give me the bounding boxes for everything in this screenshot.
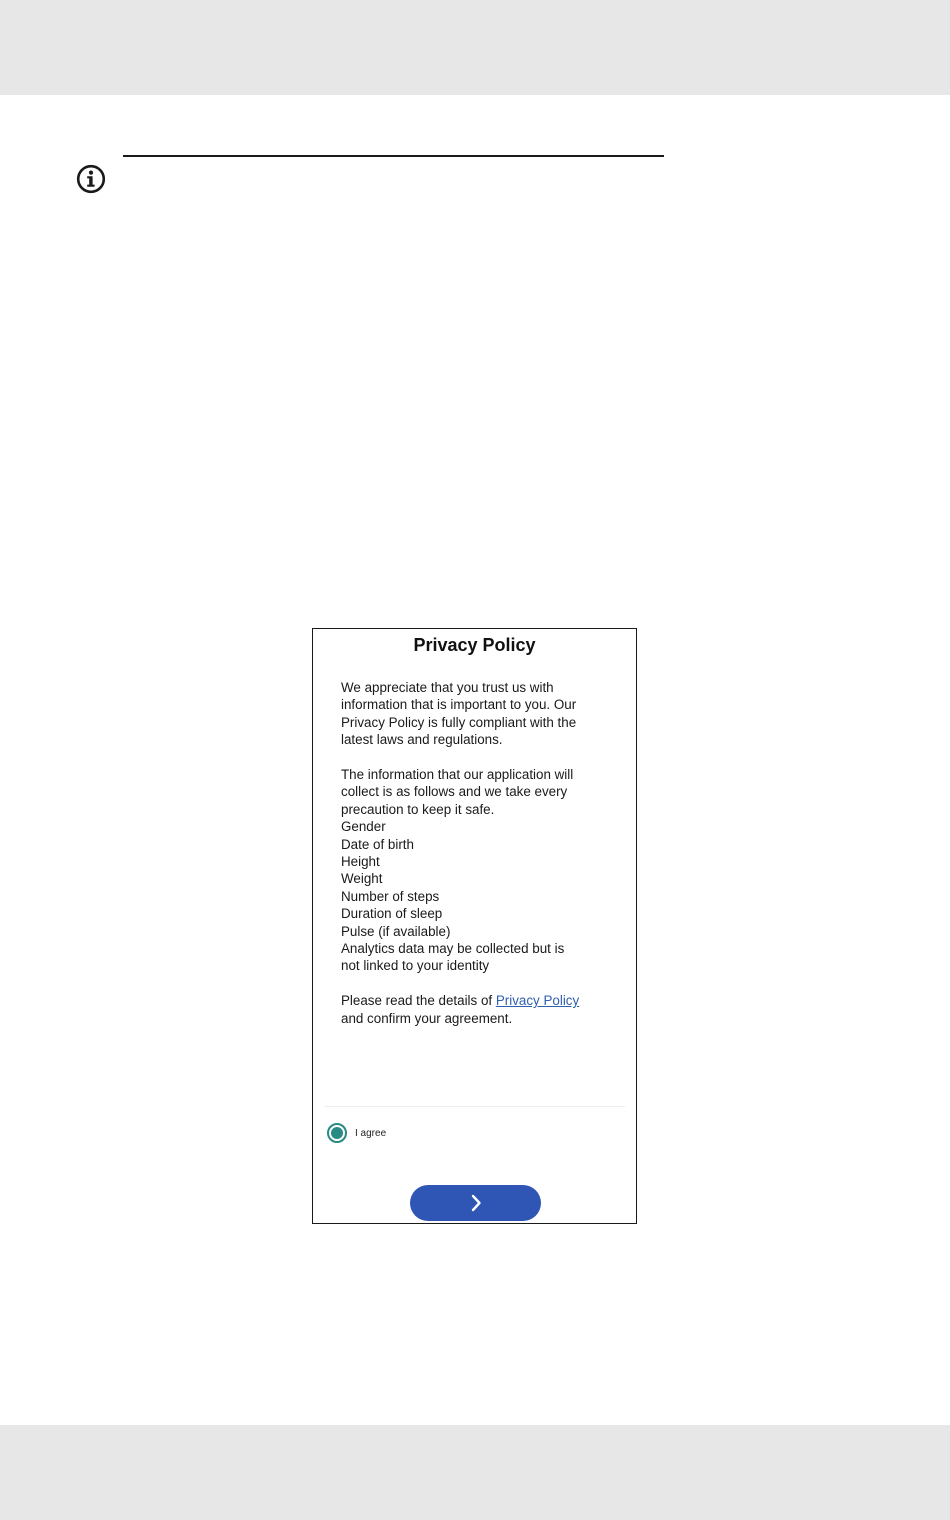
- text-line: latest laws and regulations.: [341, 732, 503, 748]
- privacy-policy-screen: [312, 628, 637, 1224]
- data-item: Gender: [341, 819, 386, 835]
- read-prefix: Please read the details of: [341, 993, 496, 1009]
- text-line: information that is important to you. Our: [341, 697, 577, 713]
- agree-label: I agree: [355, 1127, 387, 1139]
- agree-radio-row[interactable]: [327, 1123, 386, 1143]
- intro-paragraph: [341, 679, 613, 749]
- text-line: Privacy Policy is fully compliant with the: [341, 714, 577, 730]
- privacy-policy-link[interactable]: Privacy Policy: [495, 993, 580, 1009]
- text-line: The information that our application will: [341, 767, 574, 783]
- confirm-paragraph: [341, 992, 613, 1027]
- privacy-policy-body: [341, 679, 613, 1044]
- text-line: and confirm your agreement.: [341, 1010, 513, 1026]
- text-line: collect is as follows and we take every: [341, 784, 568, 800]
- agree-divider: [325, 1106, 625, 1107]
- page-top-band: [0, 0, 950, 95]
- text-line: [341, 992, 613, 1009]
- data-item: Weight: [341, 871, 383, 887]
- info-circle-icon: [76, 164, 106, 194]
- radio-selected-dot: [331, 1127, 343, 1139]
- text-line: precaution to keep it safe.: [341, 801, 495, 817]
- text-line: Analytics data may be collected but is: [341, 941, 565, 957]
- privacy-policy-title: Privacy Policy: [413, 635, 536, 655]
- data-item: Number of steps: [341, 888, 440, 904]
- page-bottom-band: [0, 1425, 950, 1520]
- text-line: not linked to your identity: [341, 958, 490, 974]
- data-item: Height: [341, 854, 380, 870]
- section-rule: [123, 155, 664, 157]
- chevron-right-icon: [469, 1194, 483, 1212]
- data-item: Pulse (if available): [341, 923, 451, 939]
- collected-data-paragraph: [341, 766, 613, 975]
- text-line: We appreciate that you trust us with: [341, 680, 554, 695]
- data-item: Date of birth: [341, 836, 414, 852]
- data-item: Duration of sleep: [341, 906, 443, 922]
- agree-radio-button[interactable]: [327, 1123, 347, 1143]
- next-button[interactable]: [410, 1185, 541, 1221]
